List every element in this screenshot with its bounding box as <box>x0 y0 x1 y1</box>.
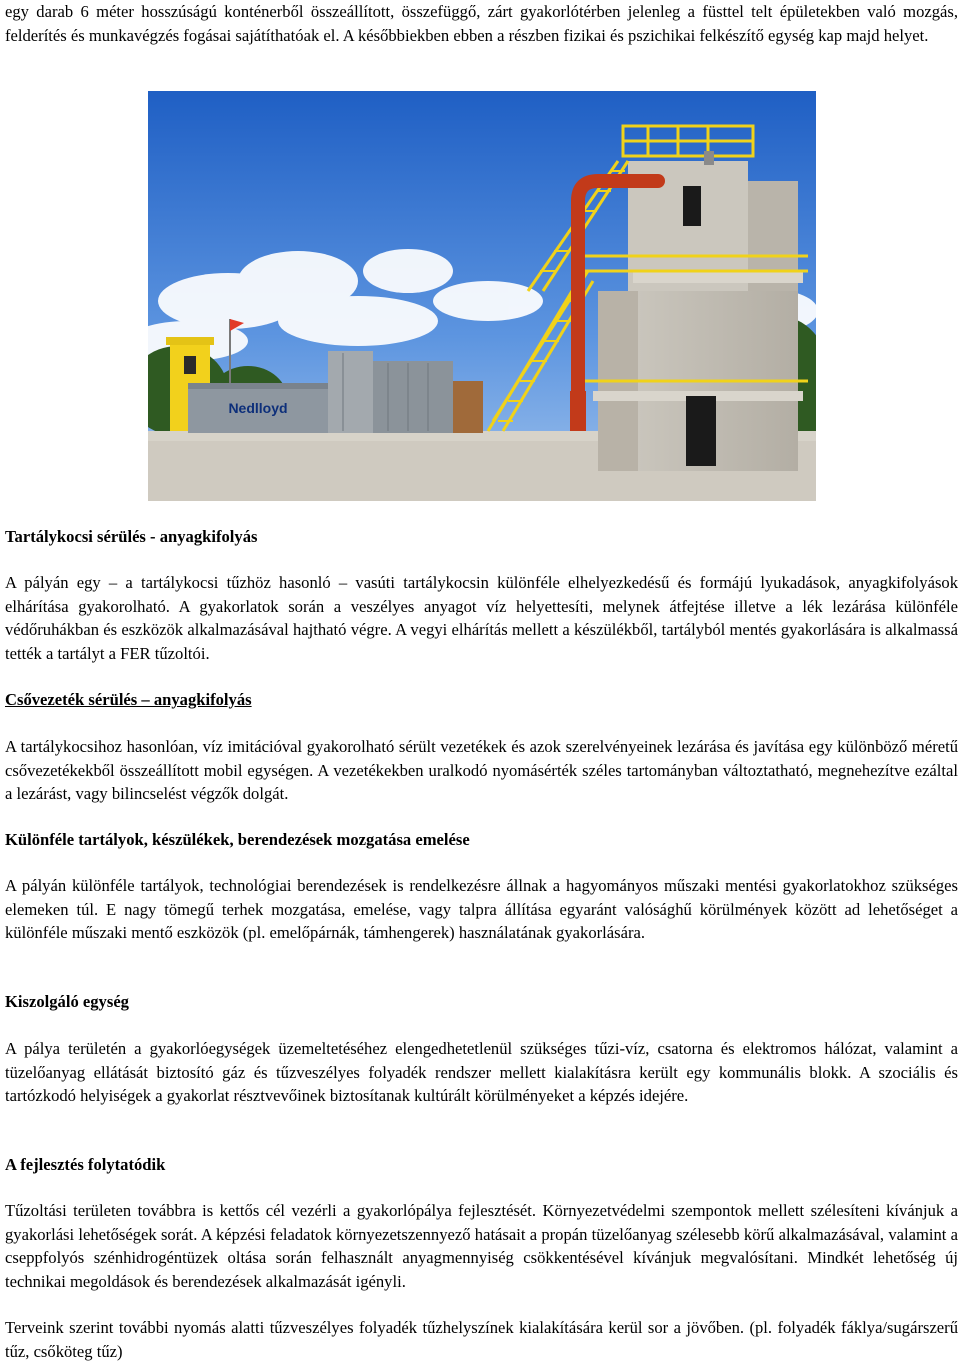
intro-paragraph: egy darab 6 méter hosszúságú konténerből összeállított, összefüggő, zárt gyakorlótérben jelenleg a füsttel telt épületekben való mozgás, felderítés és munkavégzés fogásai sajátíthatóak el. A későbbiekben ebben a részben fizikai és pszichikai felkészítő egység kap majd helyet. <box>5 2 958 45</box>
container-brand-text: Nedlloyd <box>228 400 288 416</box>
section-heading: Tartálykocsi sérülés - anyagkifolyás <box>5 527 258 546</box>
section-heading: Kiszolgáló egység <box>5 992 129 1011</box>
section-heading: Különféle tartályok, készülékek, berendezések mozgatása emelése <box>5 830 470 849</box>
section-heading: A fejlesztés folytatódik <box>5 1155 166 1174</box>
section-paragraph: A pályán egy – a tartálykocsi tűzhöz hasonló – vasúti tartálykocsin különféle elhelyezkedésű és formájú lyukadások, anyagkifolyások elhárítása gyakorolható. A gyakorlatok során a veszélyes anyagot víz helyettesíti, melynek átfejtése illetve a lék lezárása különféle védőruhákban és eszközök alkalmazásával hajtható végre. A vegyi elhárítás mellett a készülékből, tartályból mentés gyakorlására is alkalmassá tették a tartályt a FER tűzoltói. <box>5 573 958 663</box>
section-paragraph: A pályán különféle tartályok, technológiai berendezések is rendelkezésre állnak a hagyományos műszaki mentési gyakorlatokhoz szükséges elemeken túl. E nagy tömegű terhek mozgatása, emelése, vagy talpra állítása egyaránt valósághű körülmények között ad lehetőséget a különféle műszaki mentő eszközök (pl. emelőpárnák, támhengerek) használatának gyakorlására. <box>5 876 958 942</box>
section-heading: Csővezeték sérülés – anyagkifolyás <box>5 690 252 709</box>
training-facility-photo <box>148 91 816 501</box>
section-paragraph: Tűzoltási területen továbbra is kettős cél vezérli a gyakorlópálya fejlesztését. Környezetvédelmi szempontok mellett szélesíteni kívánjuk a gyakorlási lehetőségek sorát. A képzési feladatok környezetszennyező hatásait a propán tüzelőanyag szélesebb körű alkalmazásával, valamint a cseppfolyós szénhidrogéntüzek oltása során felhasznált anyagmennyiség csökkentésével kívánjuk megvalósítani. Mindkét lehetőség új technikai megoldások és berendezések alkalmazását igényli. <box>5 1201 958 1291</box>
section-paragraph: A tartálykocsihoz hasonlóan, víz imitációval gyakorolható sérült vezetékek és azok szerelvényeinek lezárása és javítása egy különböző méretű csővezetékekből összeállított mobil egységen. A vezetékekben uralkodó nyomásérték széles tartományban változtatható, megnehezítve ezáltal a lezárást, vagy bilincselést végzők dolgát. <box>5 737 958 803</box>
section-paragraph: A pálya területén a gyakorlóegységek üzemeltetéséhez elengedhetetlenül szükséges tűzi-víz, csatorna és elektromos hálózat, valamint a tüzelőanyag ellátását biztosító gáz és tűzveszélyes folyadék rendszer mellett kialakításra került egy kommunális blokk. A szociális és tartózkodó helyiségek a gyakorlat résztvevőinek biztosítanak kultúrált körülményeket a képzés idejére. <box>5 1039 958 1105</box>
section-paragraph: Terveink szerint további nyomás alatti tűzveszélyes folyadék tűzhelyszínek kialakítására kerül sor a jövőben. (pl. folyadék fáklya/sugárszerű tűz, csőköteg tűz) <box>5 1318 958 1361</box>
